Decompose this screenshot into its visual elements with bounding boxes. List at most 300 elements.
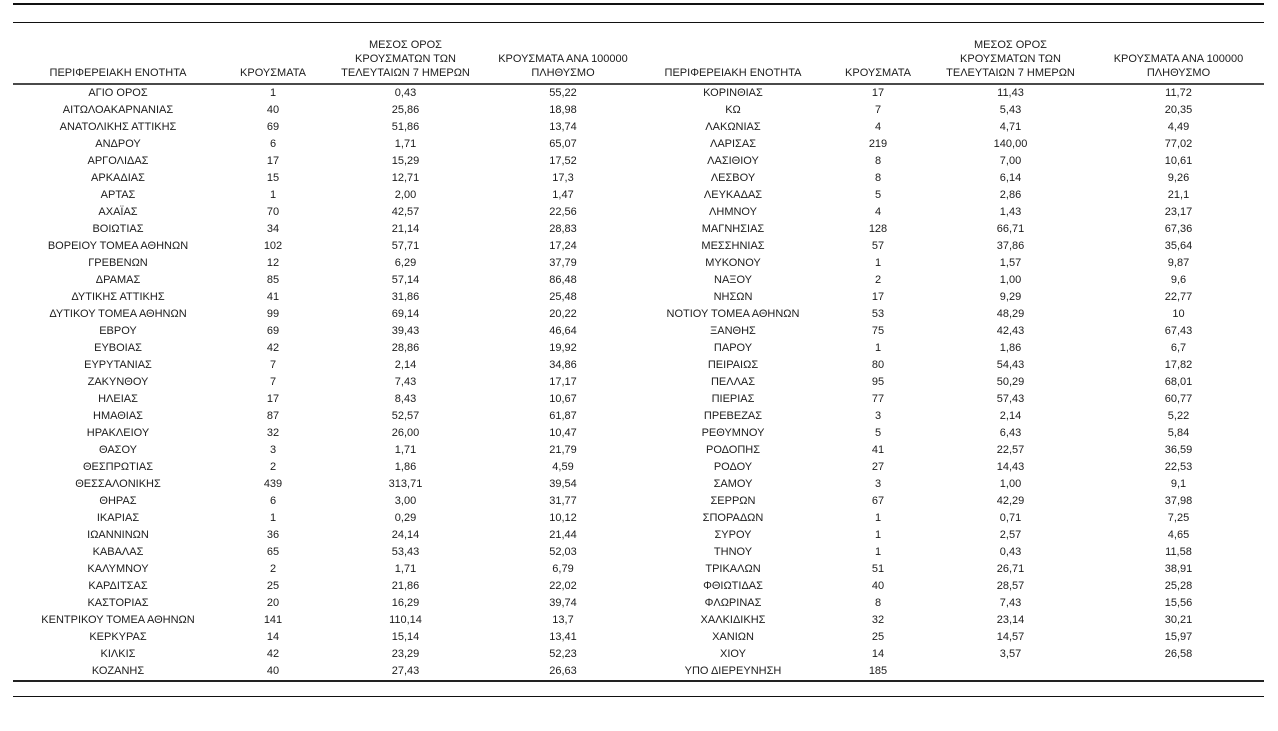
per100k-header-line2: ΠΛΗΘΥΣΜΟ bbox=[531, 67, 595, 79]
cases-cell-right: 41 bbox=[871, 444, 885, 456]
avg7-cell-right: 1,86 bbox=[999, 342, 1022, 354]
avg7-cell-left: 2,00 bbox=[394, 189, 417, 201]
region-cell-right: ΛΑΡΙΣΑΣ bbox=[709, 138, 756, 150]
region-cell-left: ΑΓΙΟ ΟΡΟΣ bbox=[88, 87, 148, 99]
per100k-cell-right: 4,65 bbox=[1167, 529, 1190, 541]
per100k-cell-right: 9,1 bbox=[1170, 478, 1187, 490]
region-cell-right: ΛΑΣΙΘΙΟΥ bbox=[707, 155, 759, 167]
region-cell-left: ΔΥΤΙΚΗΣ ΑΤΤΙΚΗΣ bbox=[71, 291, 165, 303]
region-cell-left: ΖΑΚΥΝΘΟΥ bbox=[87, 376, 149, 388]
table-row bbox=[13, 340, 1264, 357]
region-cell-right: ΤΡΙΚΑΛΩΝ bbox=[705, 563, 761, 575]
cases-cell-left: 20 bbox=[266, 597, 280, 609]
region-cell-right: ΝΟΤΙΟΥ ΤΟΜΕΑ ΑΘΗΝΩΝ bbox=[666, 308, 800, 320]
cases-cell-right: 17 bbox=[871, 87, 885, 99]
cases-cell-right: 8 bbox=[874, 172, 882, 184]
col-header-cases-left-label: ΚΡΟΥΣΜΑΤΑ bbox=[240, 67, 306, 79]
per100k-cell-right: 11,58 bbox=[1165, 546, 1192, 558]
table-row bbox=[13, 374, 1264, 391]
table-row bbox=[13, 459, 1264, 476]
table-row bbox=[13, 272, 1264, 289]
table-row bbox=[13, 204, 1264, 221]
avg7-cell-right: 5,43 bbox=[999, 104, 1022, 116]
avg7-cell-right: 0,71 bbox=[999, 512, 1022, 524]
region-cell-right: ΛΑΚΩΝΙΑΣ bbox=[705, 121, 761, 133]
avg7-cell-right: 7,43 bbox=[999, 597, 1022, 609]
region-cell-left: ΗΜΑΘΙΑΣ bbox=[93, 410, 143, 422]
col-header-per100k-right bbox=[1093, 23, 1264, 84]
avg7-cell-left: 27,43 bbox=[391, 665, 420, 677]
region-cell-left: ΘΑΣΟΥ bbox=[98, 444, 138, 456]
cases-cell-left: 3 bbox=[269, 444, 277, 456]
cases-cell-left: 15 bbox=[266, 172, 280, 184]
cases-cell-left: 25 bbox=[266, 580, 280, 592]
avg7-cell-right: 66,71 bbox=[996, 223, 1025, 235]
cases-cell-right: 8 bbox=[874, 597, 882, 609]
per100k-cell-right: 67,43 bbox=[1164, 325, 1193, 337]
region-cell-left: ΑΧΑΪΑΣ bbox=[98, 206, 138, 218]
avg7-cell-right: 140,00 bbox=[993, 138, 1028, 150]
region-cell-left: ΚΕΝΤΡΙΚΟΥ ΤΟΜΕΑ ΑΘΗΝΩΝ bbox=[41, 614, 195, 626]
per100k-cell-left: 13,74 bbox=[549, 121, 577, 133]
avg7-cell-left: 26,00 bbox=[391, 427, 420, 439]
per100k-cell-left: 1,47 bbox=[552, 189, 574, 201]
avg7-cell-right: 28,57 bbox=[996, 580, 1025, 592]
per100k-cell-right: 6,7 bbox=[1170, 342, 1187, 354]
cases-cell-right: 185 bbox=[868, 665, 888, 677]
table-row bbox=[13, 476, 1264, 493]
per100k-cell-right: 7,25 bbox=[1167, 512, 1190, 524]
region-cell-left: ΓΡΕΒΕΝΩΝ bbox=[88, 257, 148, 269]
table-row bbox=[13, 425, 1264, 442]
region-cell-left: ΘΗΡΑΣ bbox=[99, 495, 137, 507]
bottom-rule bbox=[13, 696, 1264, 697]
avg7-cell-right: 7,00 bbox=[999, 155, 1022, 167]
region-cell-right: ΦΘΙΩΤΙΔΑΣ bbox=[703, 580, 763, 592]
cases-cell-left: 36 bbox=[266, 529, 280, 541]
cases-cell-left: 12 bbox=[266, 257, 280, 269]
col-header-cases-right-label: ΚΡΟΥΣΜΑΤΑ bbox=[845, 67, 911, 79]
avg7-cell-left: 0,29 bbox=[394, 512, 417, 524]
cases-cell-left: 2 bbox=[269, 461, 277, 473]
per100k-cell-left: 86,48 bbox=[549, 274, 577, 286]
per100k-cell-right: 67,36 bbox=[1164, 223, 1193, 235]
col-header-avg7-right bbox=[928, 23, 1093, 84]
col-header-avg7-left bbox=[323, 23, 488, 84]
avg7-cell-left: 7,43 bbox=[394, 376, 417, 388]
avg7-header-line1: ΜΕΣΟΣ ΟΡΟΣ bbox=[369, 39, 442, 51]
avg7-cell-left: 51,86 bbox=[391, 121, 420, 133]
cases-cell-left: 87 bbox=[266, 410, 280, 422]
cases-cell-right: 5 bbox=[874, 189, 882, 201]
per100k-header-line2: ΠΛΗΘΥΣΜΟ bbox=[1146, 67, 1211, 79]
col-header-per100k-left bbox=[488, 23, 638, 84]
col-header-region-right-label: ΠΕΡΙΦΕΡΕΙΑΚΗ ΕΝΟΤΗΤΑ bbox=[664, 67, 802, 79]
avg7-cell-left: 42,57 bbox=[391, 206, 420, 218]
regional-cases-table bbox=[13, 23, 1264, 682]
col-header-cases-left bbox=[223, 23, 323, 84]
region-cell-right: ΛΕΣΒΟΥ bbox=[710, 172, 756, 184]
avg7-cell-right: 11,43 bbox=[997, 87, 1024, 99]
region-cell-left: ΚΟΖΑΝΗΣ bbox=[91, 665, 145, 677]
per100k-cell-right: 15,56 bbox=[1164, 597, 1193, 609]
avg7-cell-right: 2,57 bbox=[999, 529, 1022, 541]
avg7-cell-right: 14,57 bbox=[996, 631, 1025, 643]
region-cell-left: ΚΙΛΚΙΣ bbox=[100, 648, 136, 660]
table-row bbox=[13, 221, 1264, 238]
cases-cell-right: 25 bbox=[871, 631, 885, 643]
cases-cell-left: 6 bbox=[269, 495, 277, 507]
avg7-cell-right: 3,57 bbox=[999, 648, 1022, 660]
table-row bbox=[13, 391, 1264, 408]
avg7-cell-left: 15,29 bbox=[391, 155, 420, 167]
region-cell-left: ΘΕΣΣΑΛΟΝΙΚΗΣ bbox=[75, 478, 161, 490]
cases-cell-left: 40 bbox=[266, 665, 280, 677]
per100k-cell-right: 37,98 bbox=[1164, 495, 1193, 507]
avg7-cell-right: 37,86 bbox=[996, 240, 1025, 252]
avg7-cell-left: 28,86 bbox=[391, 342, 420, 354]
avg7-cell-left: 57,71 bbox=[391, 240, 420, 252]
per100k-cell-left: 34,86 bbox=[549, 359, 577, 371]
region-cell-left: ΚΑΛΥΜΝΟΥ bbox=[87, 563, 149, 575]
cases-cell-right: 3 bbox=[874, 410, 882, 422]
per100k-cell-left: 4,59 bbox=[552, 461, 574, 473]
avg7-cell-right: 6,14 bbox=[999, 172, 1022, 184]
per100k-cell-right: 9,26 bbox=[1167, 172, 1190, 184]
avg7-cell-left: 2,14 bbox=[394, 359, 417, 371]
cases-cell-right: 77 bbox=[871, 393, 885, 405]
region-cell-right: ΣΠΟΡΑΔΩΝ bbox=[702, 512, 764, 524]
per100k-cell-right: 68,01 bbox=[1164, 376, 1193, 388]
region-cell-right: ΜΕΣΣΗΝΙΑΣ bbox=[701, 240, 765, 252]
cases-cell-right: 4 bbox=[874, 206, 882, 218]
avg7-cell-left: 3,00 bbox=[394, 495, 417, 507]
table-row bbox=[13, 238, 1264, 255]
per100k-cell-right: 22,53 bbox=[1164, 461, 1193, 473]
avg7-cell-left: 21,86 bbox=[391, 580, 420, 592]
region-cell-right: ΤΗΝΟΥ bbox=[713, 546, 753, 558]
cases-cell-right: 75 bbox=[871, 325, 885, 337]
region-cell-right: ΡΟΔΟΠΗΣ bbox=[705, 444, 761, 456]
avg7-header-line2: ΚΡΟΥΣΜΑΤΩΝ ΤΩΝ bbox=[355, 53, 456, 65]
table-row bbox=[13, 408, 1264, 425]
region-cell-left: ΙΩΑΝΝΙΝΩΝ bbox=[87, 529, 149, 541]
region-cell-left: ΑΝΑΤΟΛΙΚΗΣ ΑΤΤΙΚΗΣ bbox=[59, 121, 177, 133]
cases-cell-left: 69 bbox=[266, 325, 280, 337]
region-cell-right: ΛΗΜΝΟΥ bbox=[709, 206, 757, 218]
avg7-cell-left: 39,43 bbox=[391, 325, 420, 337]
table-row bbox=[13, 84, 1264, 102]
cases-cell-left: 65 bbox=[266, 546, 280, 558]
table-row bbox=[13, 323, 1264, 340]
per100k-cell-right: 38,91 bbox=[1164, 563, 1193, 575]
per100k-cell-right: 9,87 bbox=[1167, 257, 1190, 269]
per100k-cell-left: 26,63 bbox=[549, 665, 577, 677]
region-cell-right: ΧΙΟΥ bbox=[720, 648, 746, 660]
region-cell-left: ΕΒΡΟΥ bbox=[99, 325, 137, 337]
table-row bbox=[13, 663, 1264, 681]
per100k-cell-left: 6,79 bbox=[552, 563, 574, 575]
cases-cell-right: 80 bbox=[871, 359, 885, 371]
per100k-cell-right: 9,6 bbox=[1170, 274, 1187, 286]
per100k-cell-left: 22,02 bbox=[549, 580, 577, 592]
table-row bbox=[13, 561, 1264, 578]
avg7-cell-left: 1,86 bbox=[394, 461, 417, 473]
avg7-cell-right: 54,43 bbox=[996, 359, 1025, 371]
region-cell-right: ΧΑΛΚΙΔΙΚΗΣ bbox=[700, 614, 766, 626]
table-row bbox=[13, 136, 1264, 153]
per100k-cell-left: 65,07 bbox=[549, 138, 577, 150]
table-header bbox=[13, 23, 1264, 84]
region-cell-right: ΠΕΛΛΑΣ bbox=[710, 376, 756, 388]
per100k-cell-left: 37,79 bbox=[549, 257, 577, 269]
table-row bbox=[13, 578, 1264, 595]
cases-cell-left: 34 bbox=[266, 223, 280, 235]
region-cell-left: ΗΛΕΙΑΣ bbox=[98, 393, 138, 405]
avg7-cell-right: 6,43 bbox=[999, 427, 1022, 439]
per100k-cell-right: 36,59 bbox=[1164, 444, 1193, 456]
cases-cell-right: 67 bbox=[871, 495, 885, 507]
cases-cell-right: 2 bbox=[874, 274, 882, 286]
avg7-cell-left: 15,14 bbox=[391, 631, 420, 643]
avg7-cell-right bbox=[928, 663, 1093, 681]
per100k-cell-left: 10,47 bbox=[549, 427, 577, 439]
avg7-cell-left: 8,43 bbox=[394, 393, 417, 405]
avg7-cell-right: 14,43 bbox=[996, 461, 1025, 473]
region-cell-left: ΑΝΔΡΟΥ bbox=[95, 138, 141, 150]
cases-cell-left: 42 bbox=[266, 648, 280, 660]
region-cell-right: ΠΕΙΡΑΙΩΣ bbox=[707, 359, 759, 371]
region-cell-right: ΠΙΕΡΙΑΣ bbox=[711, 393, 755, 405]
per100k-cell-left: 61,87 bbox=[549, 410, 577, 422]
table-row bbox=[13, 102, 1264, 119]
cases-cell-left: 32 bbox=[266, 427, 280, 439]
region-cell-right: ΦΛΩΡΙΝΑΣ bbox=[704, 597, 762, 609]
cases-cell-left: 41 bbox=[266, 291, 280, 303]
table-row bbox=[13, 629, 1264, 646]
region-cell-left: ΕΥΒΟΙΑΣ bbox=[94, 342, 142, 354]
cases-cell-right: 4 bbox=[874, 121, 882, 133]
avg7-cell-right: 22,57 bbox=[996, 444, 1025, 456]
avg7-cell-left: 69,14 bbox=[391, 308, 420, 320]
per100k-cell-left: 21,79 bbox=[549, 444, 577, 456]
region-cell-left: ΕΥΡΥΤΑΝΙΑΣ bbox=[84, 359, 152, 371]
table-row bbox=[13, 119, 1264, 136]
per100k-cell-right: 17,82 bbox=[1164, 359, 1193, 371]
cases-cell-left: 14 bbox=[266, 631, 280, 643]
table-row bbox=[13, 153, 1264, 170]
per100k-cell-right: 10,61 bbox=[1164, 155, 1193, 167]
cases-cell-left: 40 bbox=[266, 104, 280, 116]
region-cell-right: ΚΩ bbox=[725, 104, 741, 116]
per100k-cell-left: 46,64 bbox=[549, 325, 577, 337]
avg7-cell-right: 2,14 bbox=[999, 410, 1022, 422]
per100k-cell-left: 39,54 bbox=[549, 478, 577, 490]
per100k-cell-left: 31,77 bbox=[549, 495, 577, 507]
avg7-cell-right: 50,29 bbox=[996, 376, 1025, 388]
avg7-cell-right: 9,29 bbox=[999, 291, 1022, 303]
avg7-cell-right: 1,00 bbox=[999, 478, 1022, 490]
region-cell-left: ΚΑΣΤΟΡΙΑΣ bbox=[87, 597, 149, 609]
per100k-cell-left: 17,52 bbox=[549, 155, 577, 167]
cases-cell-right: 5 bbox=[874, 427, 882, 439]
cases-cell-left: 6 bbox=[269, 138, 277, 150]
cases-cell-left: 1 bbox=[269, 512, 277, 524]
cases-cell-right: 1 bbox=[874, 529, 882, 541]
cases-cell-left: 141 bbox=[263, 614, 283, 626]
per100k-cell-left: 20,22 bbox=[549, 308, 577, 320]
region-cell-left: ΒΟΡΕΙΟΥ ΤΟΜΕΑ ΑΘΗΝΩΝ bbox=[47, 240, 189, 252]
per100k-cell-right: 21,1 bbox=[1167, 189, 1190, 201]
table-row bbox=[13, 306, 1264, 323]
per100k-cell-right: 30,21 bbox=[1164, 614, 1193, 626]
avg7-cell-left: 23,29 bbox=[391, 648, 420, 660]
cases-cell-right: 3 bbox=[874, 478, 882, 490]
table-row bbox=[13, 646, 1264, 663]
region-cell-left: ΘΕΣΠΡΩΤΙΑΣ bbox=[82, 461, 154, 473]
avg7-cell-right: 57,43 bbox=[996, 393, 1025, 405]
avg7-cell-right: 23,14 bbox=[996, 614, 1025, 626]
table-row bbox=[13, 289, 1264, 306]
cases-cell-right: 57 bbox=[871, 240, 885, 252]
table-row bbox=[13, 527, 1264, 544]
per100k-cell-right: 10 bbox=[1172, 308, 1185, 320]
region-cell-right: ΣΥΡΟΥ bbox=[714, 529, 752, 541]
per100k-cell-left: 13,7 bbox=[552, 614, 574, 626]
avg7-cell-right: 1,43 bbox=[999, 206, 1022, 218]
region-cell-left: ΚΑΒΑΛΑΣ bbox=[92, 546, 144, 558]
per100k-cell-right: 5,84 bbox=[1167, 427, 1190, 439]
per100k-cell-left: 18,98 bbox=[549, 104, 577, 116]
cases-cell-right: 1 bbox=[874, 257, 882, 269]
cases-cell-left: 85 bbox=[266, 274, 280, 286]
cases-cell-left: 1 bbox=[269, 189, 277, 201]
region-cell-right: ΣΑΜΟΥ bbox=[713, 478, 753, 490]
per100k-cell-right: 5,22 bbox=[1167, 410, 1190, 422]
table-body bbox=[13, 84, 1264, 681]
region-cell-right: ΛΕΥΚΑΔΑΣ bbox=[703, 189, 763, 201]
region-cell-left: ΔΡΑΜΑΣ bbox=[95, 274, 141, 286]
avg7-cell-left: 16,29 bbox=[391, 597, 420, 609]
per100k-cell-right: 22,77 bbox=[1164, 291, 1193, 303]
avg7-header-line1: ΜΕΣΟΣ ΟΡΟΣ bbox=[974, 39, 1047, 51]
avg7-cell-left: 57,14 bbox=[391, 274, 420, 286]
cases-cell-right: 17 bbox=[871, 291, 885, 303]
per100k-cell-left: 17,3 bbox=[552, 172, 574, 184]
per100k-cell-right: 4,49 bbox=[1167, 121, 1190, 133]
avg7-cell-left: 53,43 bbox=[391, 546, 420, 558]
region-cell-left: ΑΡΤΑΣ bbox=[100, 189, 136, 201]
cases-cell-right: 219 bbox=[868, 138, 888, 150]
cases-cell-right: 53 bbox=[871, 308, 885, 320]
region-cell-left: ΑΡΓΟΛΙΔΑΣ bbox=[87, 155, 149, 167]
region-cell-right: ΝΗΣΩΝ bbox=[713, 291, 753, 303]
header-row bbox=[13, 23, 1264, 84]
region-cell-right: ΡΟΔΟΥ bbox=[713, 461, 753, 473]
region-cell-left: ΒΟΙΩΤΙΑΣ bbox=[92, 223, 144, 235]
avg7-cell-left: 110,14 bbox=[389, 614, 422, 626]
per100k-header-line1: ΚΡΟΥΣΜΑΤΑ ΑΝΑ 100000 bbox=[1113, 53, 1244, 65]
col-header-cases-right bbox=[828, 23, 928, 84]
avg7-header-line3: ΤΕΛΕΥΤΑΙΩΝ 7 ΗΜΕΡΩΝ bbox=[341, 67, 470, 79]
region-cell-left: ΚΑΡΔΙΤΣΑΣ bbox=[88, 580, 148, 592]
cases-cell-right: 14 bbox=[871, 648, 885, 660]
per100k-cell-left: 28,83 bbox=[549, 223, 577, 235]
avg7-header-line3: ΤΕΛΕΥΤΑΙΩΝ 7 ΗΜΕΡΩΝ bbox=[946, 67, 1075, 79]
table-row bbox=[13, 442, 1264, 459]
cases-cell-right: 1 bbox=[874, 546, 882, 558]
avg7-cell-left: 1,71 bbox=[394, 563, 417, 575]
region-cell-left: ΑΡΚΑΔΙΑΣ bbox=[91, 172, 145, 184]
per100k-cell-left: 25,48 bbox=[549, 291, 577, 303]
avg7-cell-right: 48,29 bbox=[996, 308, 1025, 320]
cases-cell-left: 17 bbox=[266, 155, 280, 167]
avg7-cell-left: 1,71 bbox=[394, 138, 417, 150]
per100k-cell-right: 20,35 bbox=[1164, 104, 1193, 116]
cases-cell-right: 8 bbox=[874, 155, 882, 167]
region-cell-left: ΔΥΤΙΚΟΥ ΤΟΜΕΑ ΑΘΗΝΩΝ bbox=[49, 308, 187, 320]
per100k-cell-right: 15,97 bbox=[1164, 631, 1193, 643]
table-row bbox=[13, 255, 1264, 272]
region-cell-right: ΣΕΡΡΩΝ bbox=[710, 495, 756, 507]
cases-cell-right: 1 bbox=[874, 512, 882, 524]
avg7-cell-left: 0,43 bbox=[394, 87, 417, 99]
per100k-cell-left: 17,24 bbox=[549, 240, 577, 252]
region-cell-left: ΗΡΑΚΛΕΙΟΥ bbox=[86, 427, 150, 439]
region-cell-right: ΞΑΝΘΗΣ bbox=[710, 325, 756, 337]
cases-cell-right: 32 bbox=[871, 614, 885, 626]
cases-cell-right: 51 bbox=[871, 563, 885, 575]
cases-cell-left: 17 bbox=[266, 393, 280, 405]
cases-cell-left: 69 bbox=[266, 121, 280, 133]
region-cell-right: ΧΑΝΙΩΝ bbox=[712, 631, 754, 643]
cases-cell-left: 42 bbox=[266, 342, 280, 354]
avg7-cell-right: 0,43 bbox=[999, 546, 1022, 558]
col-header-region-left bbox=[13, 23, 223, 84]
top-rule bbox=[13, 3, 1264, 5]
per100k-cell-left: 13,41 bbox=[549, 631, 577, 643]
avg7-cell-right: 2,86 bbox=[999, 189, 1022, 201]
region-cell-left: ΚΕΡΚΥΡΑΣ bbox=[89, 631, 147, 643]
cases-cell-right: 128 bbox=[868, 223, 888, 235]
avg7-cell-left: 52,57 bbox=[391, 410, 420, 422]
table-row bbox=[13, 187, 1264, 204]
avg7-cell-right: 4,71 bbox=[999, 121, 1022, 133]
per100k-cell-left: 19,92 bbox=[549, 342, 577, 354]
cases-cell-right: 95 bbox=[871, 376, 885, 388]
cases-cell-left: 439 bbox=[263, 478, 283, 490]
region-cell-right: ΠΑΡΟΥ bbox=[713, 342, 753, 354]
col-header-region-left-label: ΠΕΡΙΦΕΡΕΙΑΚΗ ΕΝΟΤΗΤΑ bbox=[49, 67, 187, 79]
region-cell-right: ΜΥΚΟΝΟΥ bbox=[705, 257, 761, 269]
per100k-cell-left: 22,56 bbox=[549, 206, 577, 218]
per100k-cell-right: 35,64 bbox=[1164, 240, 1193, 252]
per100k-cell-right: 26,58 bbox=[1164, 648, 1193, 660]
region-cell-right: ΡΕΘΥΜΝΟΥ bbox=[701, 427, 765, 439]
avg7-cell-left: 24,14 bbox=[391, 529, 420, 541]
avg7-header-line2: ΚΡΟΥΣΜΑΤΩΝ ΤΩΝ bbox=[960, 53, 1061, 65]
region-cell-left: ΑΙΤΩΛΟΑΚΑΡΝΑΝΙΑΣ bbox=[62, 104, 174, 116]
per100k-cell-right: 23,17 bbox=[1164, 206, 1193, 218]
region-cell-left: ΙΚΑΡΙΑΣ bbox=[96, 512, 140, 524]
cases-cell-left: 70 bbox=[266, 206, 280, 218]
per100k-cell-right bbox=[1093, 663, 1264, 681]
per100k-cell-right: 25,28 bbox=[1164, 580, 1193, 592]
region-cell-right: ΝΑΞΟΥ bbox=[714, 274, 752, 286]
table-row bbox=[13, 595, 1264, 612]
cases-cell-left: 1 bbox=[269, 87, 277, 99]
avg7-cell-left: 313,71 bbox=[388, 478, 423, 490]
